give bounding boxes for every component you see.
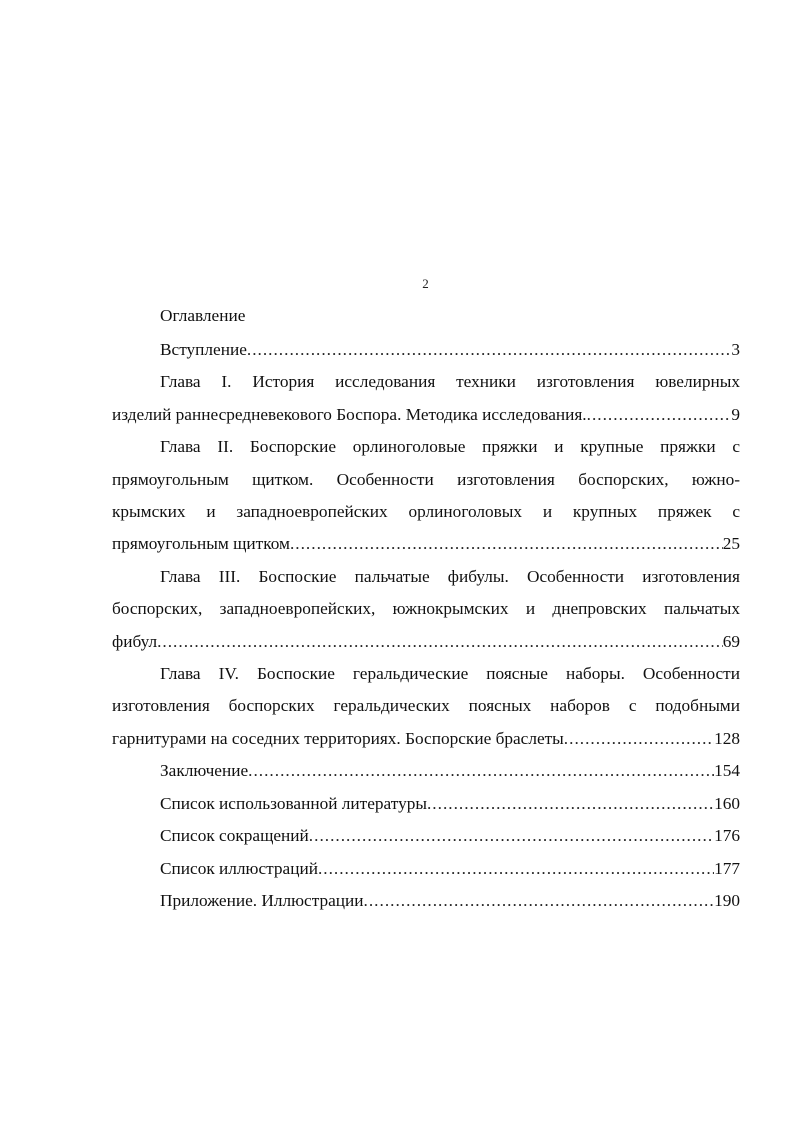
toc-title: Оглавление [160, 306, 246, 325]
toc-entry-illustrations-list[interactable] [112, 853, 740, 885]
table-of-contents [112, 298, 740, 917]
dot-leader [427, 788, 714, 820]
toc-entry-label: Список сокращений [160, 826, 309, 846]
toc-entry-line: изготовления боспорских геральдических поясных наборов с подобными [112, 696, 740, 716]
dot-leader [309, 820, 714, 852]
dot-leader [290, 528, 723, 560]
toc-entry-literature[interactable] [112, 788, 740, 820]
toc-page-number: 176 [714, 826, 740, 846]
toc-entry-line: изделий раннесредневекового Боспора. Методика исследования. [112, 404, 587, 424]
dot-leader [248, 755, 714, 787]
dot-leader [564, 723, 714, 755]
toc-entry-line: фибул [112, 631, 158, 651]
toc-entry-line: Глава I. История исследования техники изготовления ювелирных [160, 372, 740, 392]
dot-leader [318, 853, 714, 885]
toc-entry-last-line [112, 528, 740, 560]
toc-entry-intro[interactable] [112, 334, 740, 366]
toc-entry-last-line [112, 399, 740, 431]
toc-page-number: 128 [714, 728, 740, 748]
toc-page-number: 154 [714, 761, 740, 781]
toc-entry-label: Приложение. Иллюстрации [160, 890, 364, 910]
toc-entry-line: Глава III. Боспоские пальчатые фибулы. Особенности изготовления [160, 566, 740, 586]
toc-entry-label: Вступление [160, 340, 247, 359]
toc-page-number: 9 [731, 404, 740, 424]
dot-leader [364, 885, 715, 917]
toc-page-number: 160 [714, 793, 740, 813]
toc-page-number: 177 [714, 858, 740, 878]
toc-page-number: 25 [722, 534, 740, 554]
toc-entry-line: Глава IV. Боспоские геральдические поясные наборы. Особенности [160, 664, 740, 684]
toc-entry-line: крымских и западноевропейских орлиноголовых и крупных пряжек с [112, 502, 740, 522]
toc-entry-label: Список иллюстраций [160, 858, 318, 878]
dot-leader [157, 626, 723, 658]
toc-entry-appendix[interactable] [112, 885, 740, 917]
toc-entry-line: прямоугольным щитком [112, 534, 290, 554]
toc-entry-abbreviations[interactable] [112, 820, 740, 852]
toc-entry-label: Заключение [160, 761, 249, 781]
page-number: 2 [422, 276, 429, 291]
toc-entry-chapter-3[interactable] [112, 561, 740, 658]
toc-entry-label: Список использованной литературы [160, 793, 427, 813]
dot-leader [247, 334, 731, 366]
toc-entry-chapter-4[interactable] [112, 658, 740, 755]
toc-entry-last-line [112, 723, 740, 755]
toc-entry-chapter-1[interactable] [112, 366, 740, 431]
toc-entry-line: Глава II. Боспорские орлиноголовые пряжки и крупные пряжки с [160, 437, 740, 457]
toc-entry-line: прямоугольным щитком. Особенности изготовления боспорских, южно- [112, 469, 740, 489]
toc-entry-last-line [112, 626, 740, 658]
toc-entry-chapter-2[interactable] [112, 431, 740, 561]
toc-entry-conclusion[interactable] [112, 755, 740, 787]
toc-entry-line: гарнитурами на соседних территориях. Боспорские браслеты [112, 728, 564, 748]
dot-leader [587, 399, 732, 431]
toc-page-number: 3 [731, 340, 740, 359]
toc-page-number: 190 [714, 890, 740, 910]
toc-page-number: 69 [722, 631, 740, 651]
toc-entry-line: боспорских, западноевропейских, южнокрымских и днепровских пальчатых [112, 599, 740, 619]
